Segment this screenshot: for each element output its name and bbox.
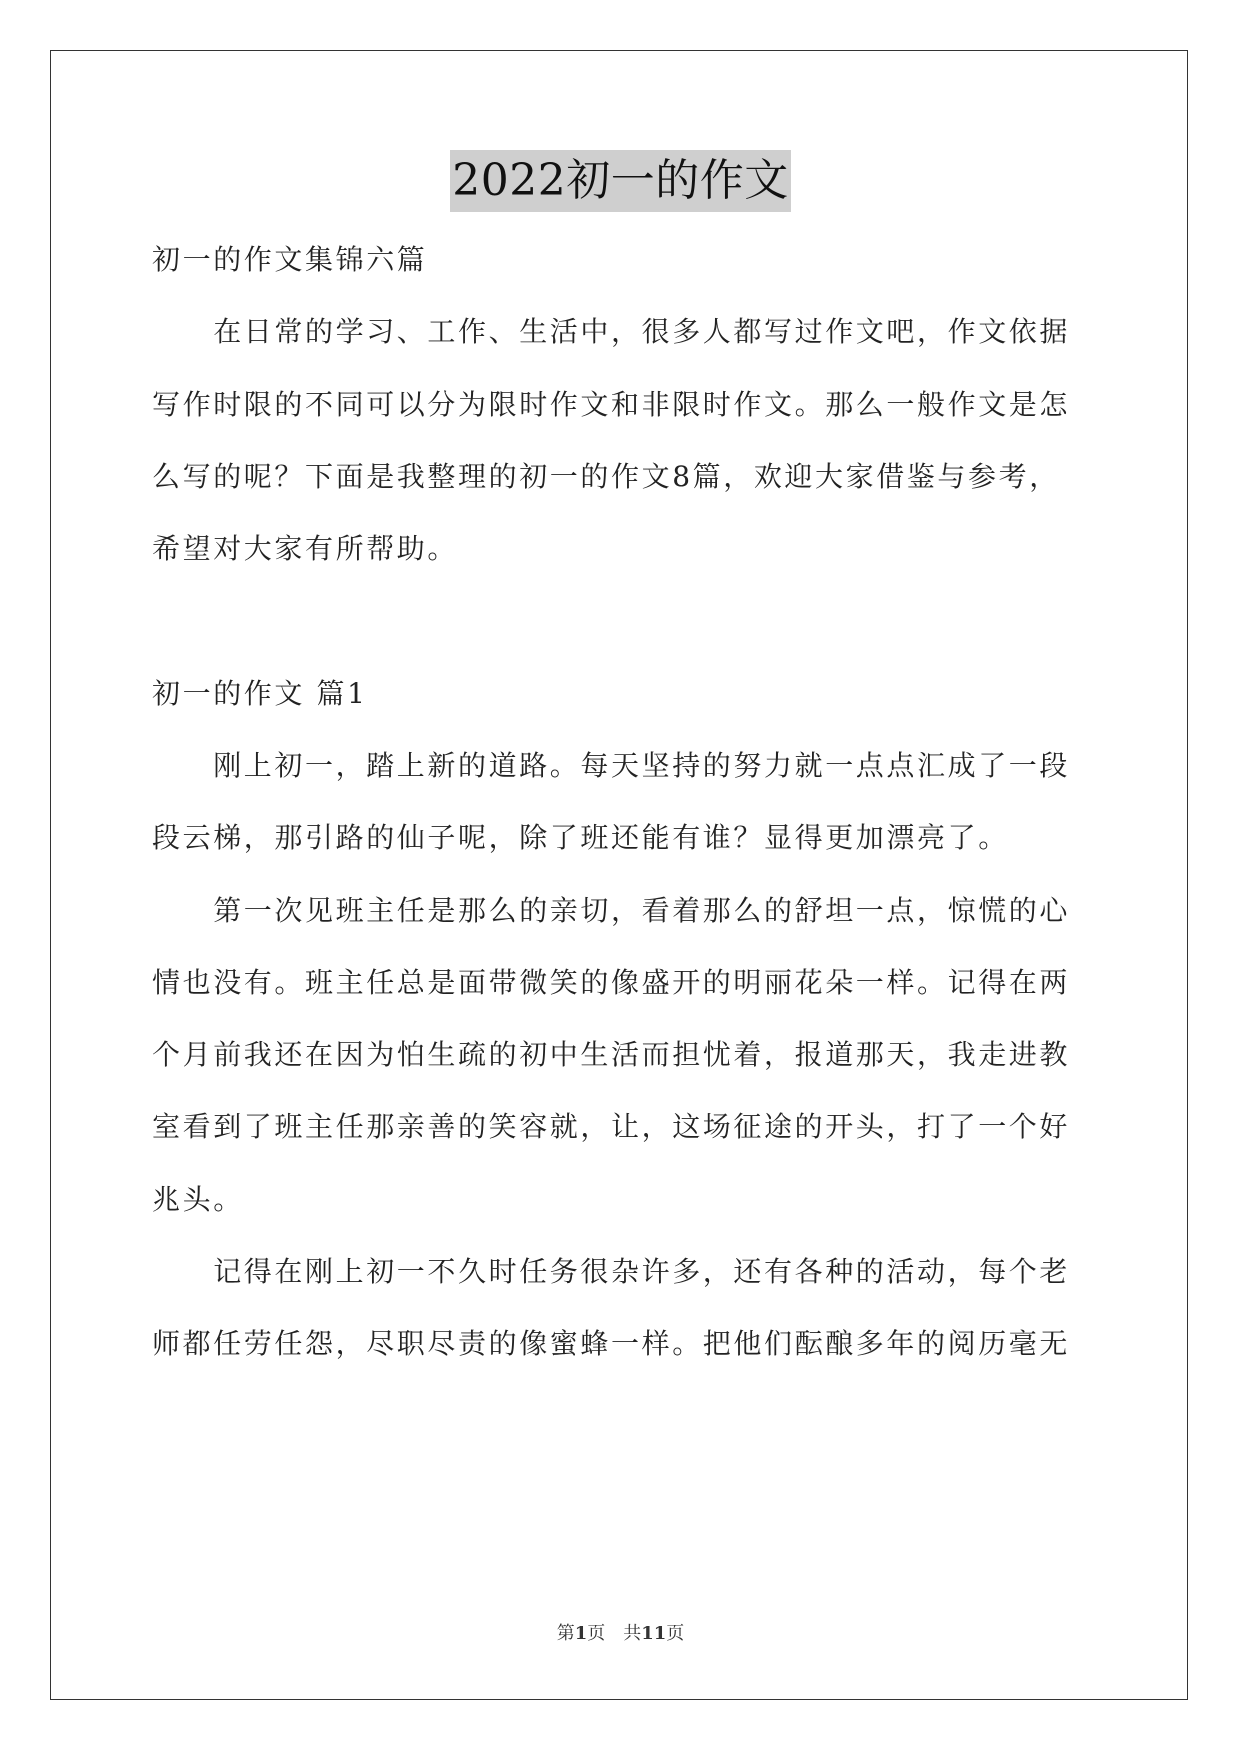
- document-title: 2022初一的作文: [450, 150, 790, 212]
- subtitle-line: 初一的作文集锦六篇: [152, 243, 428, 276]
- page-total: 11: [641, 1623, 667, 1644]
- text-line: 希望对大家有所帮助。: [152, 532, 459, 565]
- text-line: 第一次见班主任是那么的亲切，看着那么的舒坦一点，惊慌的心: [152, 894, 1071, 927]
- text-line: 兆头。: [152, 1183, 244, 1216]
- text-line: 个月前我还在因为怕生疏的初中生活而担忧着，报道那天，我走进教: [152, 1038, 1071, 1071]
- section-heading: 初一的作文 篇1: [152, 677, 368, 710]
- text-line: 室看到了班主任那亲善的笑容就，让，这场征途的开头，打了一个好: [152, 1110, 1071, 1143]
- text-line: 写作时限的不同可以分为限时作文和非限时作文。那么一般作文是怎: [152, 388, 1071, 421]
- text-line: 情也没有。班主任总是面带微笑的像盛开的明丽花朵一样。记得在两: [152, 966, 1071, 999]
- text-line: 在日常的学习、工作、生活中，很多人都写过作文吧，作文依据: [152, 315, 1071, 348]
- page-current: 1: [574, 1623, 588, 1644]
- text-line: 刚上初一，踏上新的道路。每天坚持的努力就一点点汇成了一段: [152, 749, 1071, 782]
- text-line: 记得在刚上初一不久时任务很杂许多，还有各种的活动，每个老: [152, 1255, 1071, 1288]
- page-prefix: 第: [556, 1623, 575, 1644]
- page-mid: 页 共: [587, 1623, 642, 1644]
- page-footer: [0, 1622, 1241, 1646]
- text-line: 么写的呢？下面是我整理的初一的作文8篇，欢迎大家借鉴与参考，: [152, 460, 1060, 493]
- text-line: 段云梯，那引路的仙子呢，除了班还能有谁？显得更加漂亮了。: [152, 821, 1009, 854]
- page-border: [50, 50, 1188, 1700]
- title-container: [0, 150, 1241, 212]
- text-line: 师都任劳任怨，尽职尽责的像蜜蜂一样。把他们酝酿多年的阅历毫无: [152, 1327, 1071, 1360]
- page-suffix: 页: [666, 1623, 685, 1644]
